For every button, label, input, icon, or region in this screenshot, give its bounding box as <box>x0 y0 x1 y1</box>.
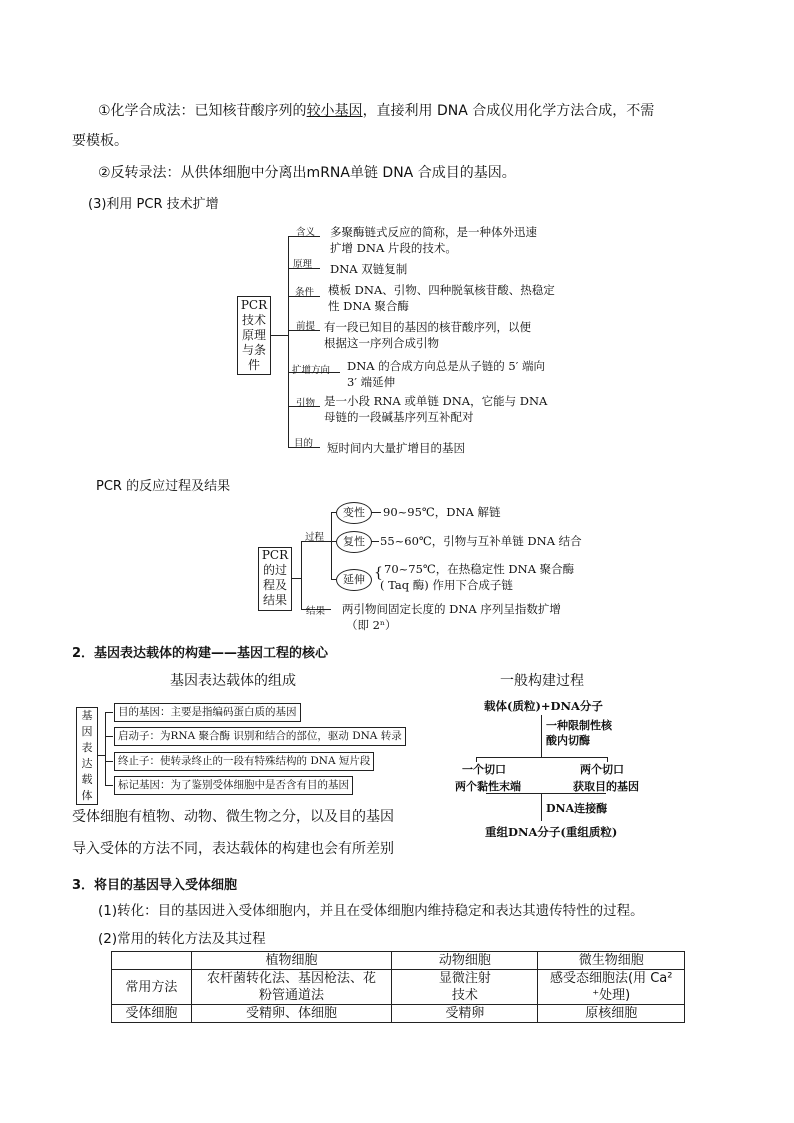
cell-microbe-recipient: 原核细胞 <box>538 1005 685 1023</box>
step-anneal-text: 55~60℃，引物与互补单链 DNA 结合 <box>380 534 582 548</box>
construct-right2: 获取目的基因 <box>573 780 639 793</box>
text-premise-2: 根据这一序列合成引物 <box>324 336 439 350</box>
para-transformation: (1)转化：目的基因进入受体细胞内，并且在受体细胞内维持稳定和表达其遗传特性的过程。 <box>98 903 644 919</box>
step-denature-oval: 变性 <box>336 502 372 524</box>
cell-animal-methods: 显微注射 技术 <box>392 970 538 1005</box>
cell-animal-recipient: 受精卵 <box>392 1005 538 1023</box>
text-direction-1: DNA 的合成方向总是从子链的 5′ 端向 <box>347 359 545 373</box>
construct-top: 载体(质粒)+DNA分子 <box>484 699 603 713</box>
vector-part-marker: 标记基因：为了鉴别受体细胞中是否含有目的基因 <box>114 776 353 795</box>
cell-plant-methods: 农杆菌转化法、基因枪法、花 粉管通道法 <box>191 970 391 1005</box>
text-primer-2: 母链的一段碱基序列互补配对 <box>324 410 474 424</box>
vector-title: 基因表达载体的组成 <box>170 673 296 689</box>
construct-title: 一般构建过程 <box>500 673 584 689</box>
heading-2: 2．基因表达载体的构建——基因工程的核心 <box>72 646 329 661</box>
text-condition-1: 模板 DNA、引物、四种脱氧核苷酸、热稳定 <box>328 283 555 297</box>
header-animal: 动物细胞 <box>392 952 538 970</box>
label-condition: 条件 <box>295 287 315 298</box>
step-extend-text-1: 70~75℃，在热稳定性 DNA 聚合酶 <box>384 562 575 576</box>
note-line-1: 受体细胞有植物、动物、微生物之分，以及目的基因 <box>72 809 394 825</box>
label-process: 过程 <box>305 532 325 543</box>
para-pcr-heading: (3)利用 PCR 技术扩增 <box>88 197 219 212</box>
text-premise-1: 有一段已知目的基因的核苷酸序列，以便 <box>324 320 531 334</box>
pcr-principle-box: PCR 技术 原理 与条 件 <box>237 296 271 375</box>
header-microbe: 微生物细胞 <box>538 952 685 970</box>
text-direction-2: 3′ 端延伸 <box>347 375 396 389</box>
para-methods-heading: (2)常用的转化方法及其过程 <box>98 931 266 947</box>
row-label-recipient: 受体细胞 <box>112 1005 192 1023</box>
construct-enzyme: 一种限制性核 酸内切酶 <box>546 719 612 747</box>
underlined-term: 较小基因 <box>306 103 363 119</box>
text-principle: DNA 双链复制 <box>330 262 408 276</box>
result-text: 两引物间固定长度的 DNA 序列呈指数扩增 <box>342 602 561 616</box>
construct-right1: 两个切口 <box>580 763 624 776</box>
para-pcr-process-heading: PCR 的反应过程及结果 <box>96 479 231 494</box>
vector-part-target-gene: 目的基因：主要是指编码蛋白质的基因 <box>114 703 301 722</box>
cell-microbe-methods: 感受态细胞法(用 Ca² ⁺处理) <box>538 970 685 1005</box>
label-purpose: 目的 <box>294 438 314 449</box>
construct-left2: 两个黏性末端 <box>455 780 521 793</box>
step-extend-oval: 延伸 <box>336 569 372 591</box>
step-extend-text-2: ( Taq 酶) 作用下合成子链 <box>380 578 513 592</box>
vector-part-terminator: 终止子：使转录终止的一段有特殊结构的 DNA 短片段 <box>114 752 374 771</box>
construct-ligase: DNA连接酶 <box>546 802 608 815</box>
para-chemical-synthesis-line2: 要模板。 <box>72 133 128 149</box>
row-label-methods: 常用方法 <box>112 970 192 1005</box>
vector-box: 基 因 表 达 载 体 <box>76 707 98 805</box>
label-result: 结果 <box>306 606 326 617</box>
heading-3: 3．将目的基因导入受体细胞 <box>72 878 238 893</box>
header-plant: 植物细胞 <box>191 952 391 970</box>
table-row <box>112 952 685 970</box>
text-primer-1: 是一小段 RNA 或单链 DNA，它能与 DNA <box>324 394 548 408</box>
table-row <box>112 970 685 1005</box>
label-meaning: 含义 <box>296 227 316 238</box>
step-denature-text: 90~95℃，DNA 解链 <box>383 505 501 519</box>
text-meaning-2: 扩增 DNA 片段的技术。 <box>330 241 457 255</box>
text-purpose: 短时间内大量扩增目的基因 <box>327 441 465 455</box>
para-chemical-synthesis: ①化学合成法：已知核苷酸序列的较小基因，直接利用 DNA 合成仪用化学方法合成，不需 <box>98 103 655 119</box>
label-principle: 原理 <box>293 259 313 270</box>
label-direction: 扩增方向 <box>292 365 331 376</box>
label-primer: 引物 <box>296 398 316 409</box>
cell-plant-recipient: 受精卵、体细胞 <box>191 1005 391 1023</box>
table-row <box>112 1005 685 1023</box>
pcr-process-box: PCR 的过 程及 结果 <box>258 547 292 611</box>
result-text-2: （即 2ⁿ） <box>346 618 397 632</box>
vector-part-promoter: 启动子：为RNA 聚合酶 识别和结合的部位，驱动 DNA 转录 <box>114 727 406 746</box>
label-premise: 前提 <box>296 321 316 332</box>
text-meaning-1: 多聚酶链式反应的简称，是一种体外迅速 <box>330 225 537 239</box>
para-reverse-transcription: ②反转录法：从供体细胞中分离出mRNA单链 DNA 合成目的基因。 <box>98 165 516 181</box>
note-line-2: 导入受体的方法不同，表达载体的构建也会有所差别 <box>72 841 394 857</box>
transformation-table <box>111 951 685 1023</box>
text-condition-2: 性 DNA 聚合酶 <box>328 299 409 313</box>
step-anneal-oval: 复性 <box>336 531 372 553</box>
construct-left1: 一个切口 <box>462 763 506 776</box>
construct-bottom: 重组DNA分子(重组质粒) <box>485 825 618 839</box>
